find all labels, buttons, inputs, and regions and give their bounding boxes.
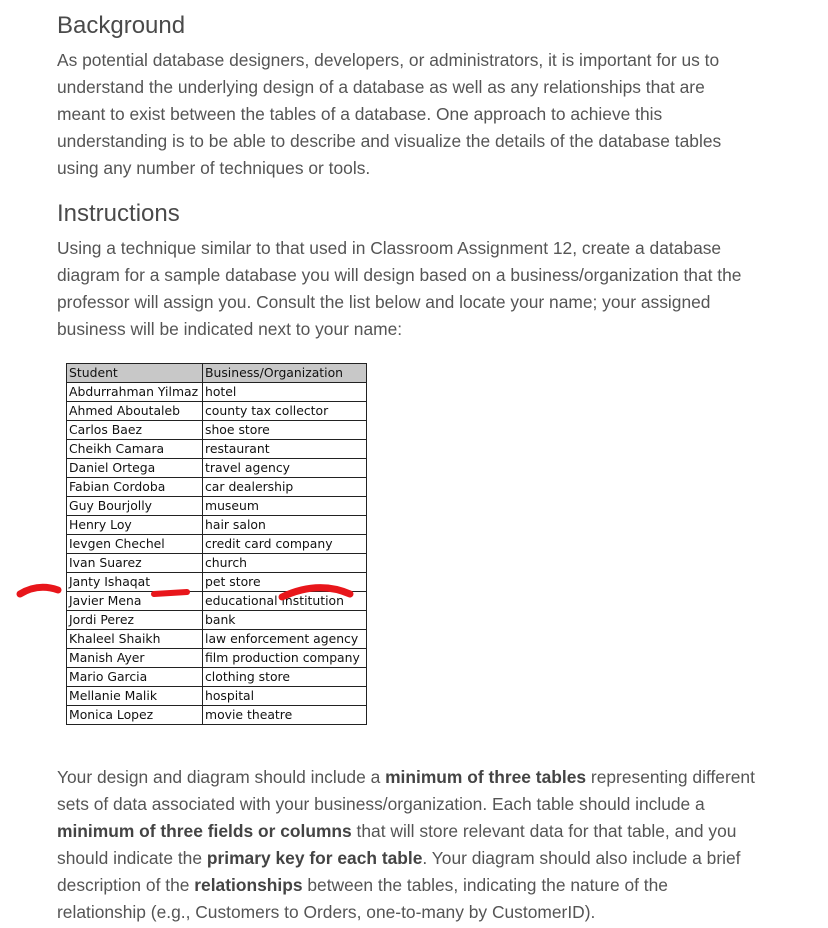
student-cell: Ievgen Chechel [67,535,203,554]
design-requirements-paragraph [57,764,757,926]
table-row [67,516,367,535]
design-text-2: representing different sets of data associated with your business/organization. Each table should include a [57,767,755,814]
instructions-paragraph: Using a technique similar to that used in Classroom Assignment 12, create a database diagram for a sample database you will design based on a business/organization that the professor will assign you. Consult the list below and locate your name; your assigned business will be indicated next to your name: [57,238,742,339]
design-text-4: . Your diagram should also include a brief description of the [57,848,741,895]
student-cell: Carlos Baez [67,421,203,440]
table-row [67,592,367,611]
student-cell: Janty Ishaqat [67,573,203,592]
table-row [67,478,367,497]
table-row [67,649,367,668]
redaction-mark-left [20,587,58,594]
business-cell: hair salon [203,516,367,535]
table-row [67,440,367,459]
design-text-1: Your design and diagram should include a [57,767,386,787]
table-row [67,630,367,649]
table-row [67,573,367,592]
business-cell: car dealership [203,478,367,497]
background-heading: Background [57,12,186,39]
design-bold-primary-key: primary key for each table [206,848,423,868]
student-cell: Manish Ayer [67,649,203,668]
student-cell: Fabian Cordoba [67,478,203,497]
student-cell: Daniel Ortega [67,459,203,478]
background-paragraph: As potential database designers, developers, or administrators, it is important for us to understand the underlying design of a database as well as any relationships that are meant to exist between the tables of a database. One approach to achieve this understanding is to be able to describe and visualize the details of the database tables using any number of techniques or tools. [57,50,722,178]
design-bold-min-tables: minimum of three tables [385,767,587,787]
student-cell: Ivan Suarez [67,554,203,573]
table-row [67,535,367,554]
table-row [67,554,367,573]
student-cell: Cheikh Camara [67,440,203,459]
table-row [67,402,367,421]
assignment-table [66,363,367,725]
student-cell: Mario Garcia [67,668,203,687]
header-business: Business/Organization [203,364,367,383]
design-text-3: that will store relevant data for that table, and you should indicate the [57,821,737,868]
student-cell: Mellanie Malik [67,687,203,706]
student-cell: Monica Lopez [67,706,203,725]
design-bold-relationships: relationships [194,875,303,895]
student-cell: Javier Mena [67,592,203,611]
design-text-5: between the tables, indicating the nature of the relationship (e.g., Customers to Orders, one-to-many by CustomerID). [57,875,668,922]
student-cell: Abdurrahman Yilmaz [67,383,203,402]
student-cell: Khaleel Shaikh [67,630,203,649]
instructions-heading: Instructions [57,200,180,227]
business-cell: film production company [203,649,367,668]
student-cell: Henry Loy [67,516,203,535]
table-row [67,687,367,706]
business-cell: museum [203,497,367,516]
student-cell: Jordi Perez [67,611,203,630]
design-bold-min-fields: minimum of three fields or columns [57,821,352,841]
business-cell: law enforcement agency [203,630,367,649]
assignment-table-wrapper [66,363,367,725]
business-cell: clothing store [203,668,367,687]
business-cell: bank [203,611,367,630]
table-header-row [67,364,367,383]
header-student: Student [67,364,203,383]
table-row [67,611,367,630]
student-cell: Ahmed Aboutaleb [67,402,203,421]
business-cell: hospital [203,687,367,706]
business-cell: educational institution [203,592,367,611]
business-cell: restaurant [203,440,367,459]
business-cell: hotel [203,383,367,402]
table-row [67,459,367,478]
business-cell: pet store [203,573,367,592]
business-cell: movie theatre [203,706,367,725]
business-cell: county tax collector [203,402,367,421]
business-cell: church [203,554,367,573]
business-cell: shoe store [203,421,367,440]
table-row [67,706,367,725]
table-row [67,383,367,402]
table-row [67,668,367,687]
table-row [67,421,367,440]
business-cell: travel agency [203,459,367,478]
student-cell: Guy Bourjolly [67,497,203,516]
table-row [67,497,367,516]
business-cell: credit card company [203,535,367,554]
table-body [67,383,367,725]
